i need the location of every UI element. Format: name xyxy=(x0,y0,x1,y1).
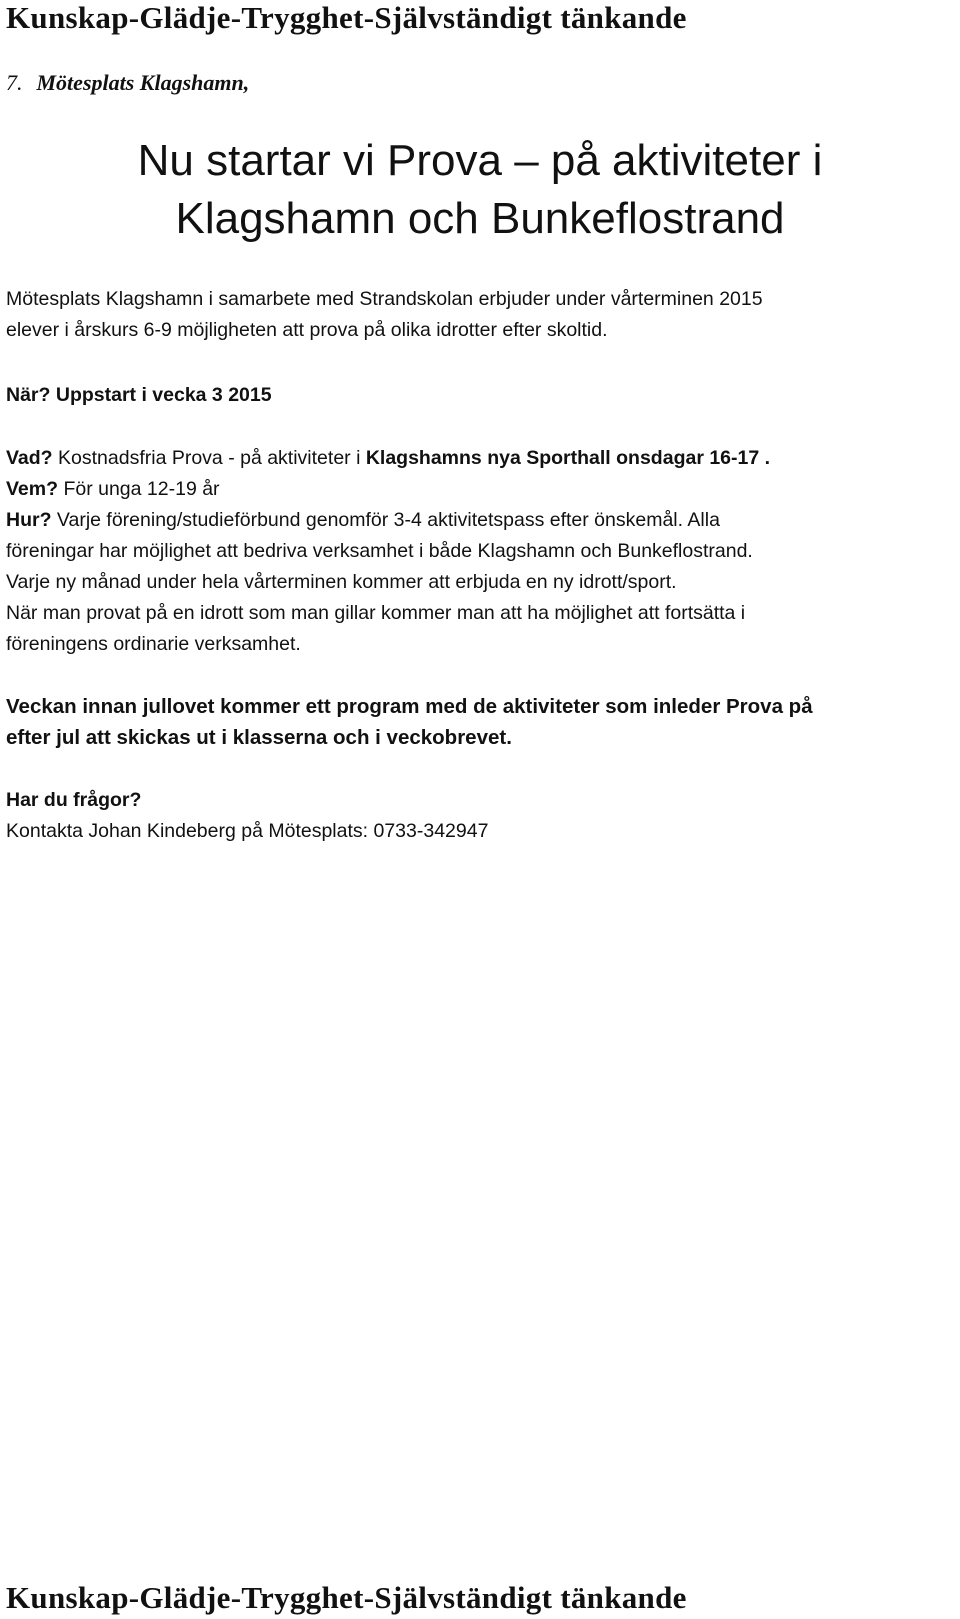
when-label: När? xyxy=(6,384,51,406)
intro-paragraph xyxy=(6,284,763,346)
section-title: Mötesplats Klagshamn, xyxy=(36,70,250,95)
how-line-4: När man provat på en idrott som man gillar kommer man att ha möjlighet att fortsätta i xyxy=(6,602,746,624)
how-label: Hur? xyxy=(6,509,52,531)
how-line-5: föreningens ordinarie verksamhet. xyxy=(6,633,301,655)
what-text: Kostnadsfria Prova - på aktiviteter i xyxy=(52,447,366,469)
footer-motto: Kunskap-Glädje-Trygghet-Självständigt tänkande xyxy=(6,1580,687,1615)
who-text: För unga 12-19 år xyxy=(58,478,220,500)
contact-heading xyxy=(6,785,488,816)
page-headline xyxy=(0,132,960,248)
when-text: Uppstart i vecka 3 2015 xyxy=(55,384,272,406)
what-label: Vad? xyxy=(6,447,53,469)
what-line xyxy=(6,443,770,474)
how-line-3: Varje ny månad under hela vårterminen kommer att erbjuda en ny idrott/sport. xyxy=(6,571,677,593)
notice-line-2: efter jul att skickas ut i klasserna och i veckobrevet. xyxy=(6,726,512,749)
contact-heading-text: Har du frågor? xyxy=(6,789,142,811)
headline-line-1: Nu startar vi Prova – på aktiviteter i xyxy=(137,136,823,185)
contact-block xyxy=(6,785,488,847)
section-label xyxy=(6,70,249,96)
when-line xyxy=(6,380,272,411)
intro-line-1: Mötesplats Klagshamn i samarbete med Strandskolan erbjuder under vårterminen 2015 xyxy=(6,288,763,310)
contact-text: Kontakta Johan Kindeberg på Mötesplats: 0733-342947 xyxy=(6,820,489,842)
header-motto: Kunskap-Glädje-Trygghet-Självständigt tänkande xyxy=(6,0,687,35)
who-label: Vem? xyxy=(6,478,59,500)
section-number: 7. xyxy=(6,70,23,95)
who-line xyxy=(6,474,770,505)
notice-line-1: Veckan innan jullovet kommer ett program med de aktiviteter som inleder Prova på xyxy=(6,695,813,718)
info-block xyxy=(6,443,770,660)
what-place: Klagshamns nya Sporthall onsdagar 16-17 . xyxy=(365,447,771,469)
how-text-1: Varje förening/studieförbund genomför 3-4 aktivitetspass efter önskemål. Alla xyxy=(51,509,720,531)
intro-line-2: elever i årskurs 6-9 möjligheten att prova på olika idrotter efter skoltid. xyxy=(6,319,608,341)
program-notice xyxy=(6,691,813,753)
how-line-1 xyxy=(6,505,770,536)
how-line-2: föreningar har möjlighet att bedriva verksamhet i både Klagshamn och Bunkeflostrand. xyxy=(6,540,753,562)
headline-line-2: Klagshamn och Bunkeflostrand xyxy=(175,194,785,243)
